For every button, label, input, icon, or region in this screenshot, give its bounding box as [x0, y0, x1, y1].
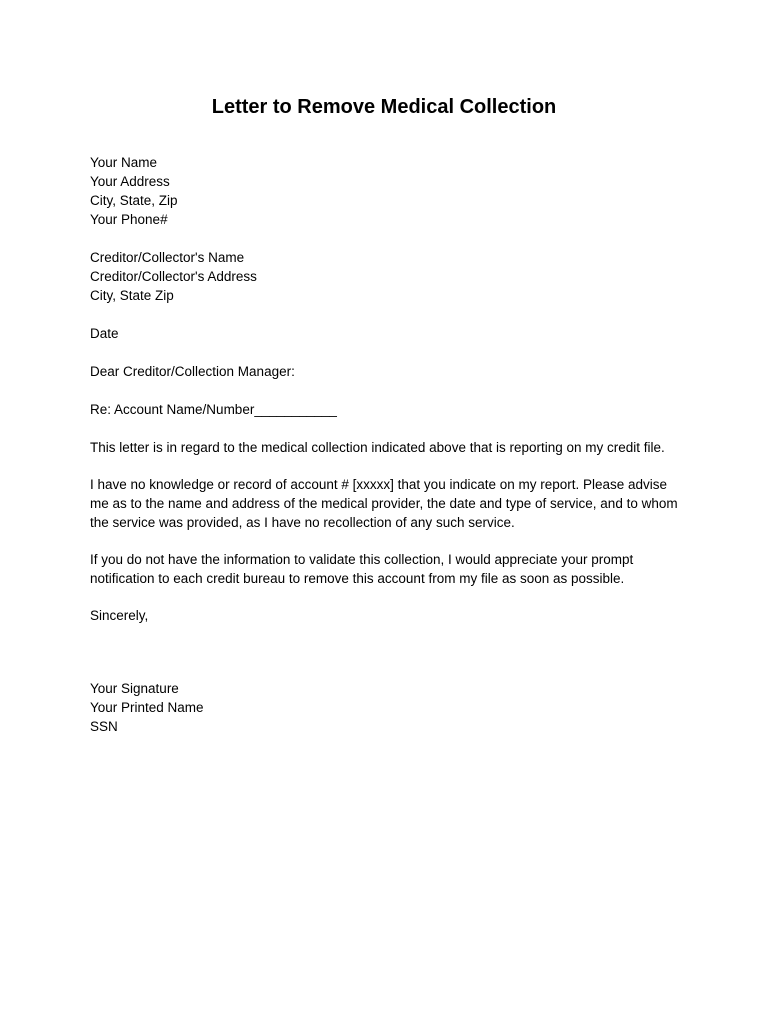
- recipient-city-state-zip: City, State Zip: [90, 288, 174, 303]
- sender-name: Your Name: [90, 155, 158, 170]
- sender-city-state-zip: City, State, Zip: [90, 193, 178, 208]
- letter-body: [90, 153, 680, 736]
- reference-line: Re: Account Name/Number___________: [90, 402, 337, 417]
- reference-block: [90, 400, 680, 419]
- letter-date: Date: [90, 326, 119, 341]
- body-paragraph-1: This letter is in regard to the medical collection indicated above that is reporting on my credit file.: [90, 440, 665, 455]
- sender-block: [90, 153, 680, 229]
- recipient-address: Creditor/Collector's Address: [90, 269, 257, 284]
- recipient-name: Creditor/Collector's Name: [90, 250, 245, 265]
- sender-address: Your Address: [90, 174, 170, 189]
- signature-block: [90, 679, 680, 736]
- signature-line: Your Signature: [90, 681, 179, 696]
- recipient-block: [90, 248, 680, 305]
- body-paragraph-3: If you do not have the information to validate this collection, I would appreciate your prompt notification to each credit bureau to remove this account from my file as soon as possible.: [90, 552, 634, 586]
- body-paragraph-2: I have no knowledge or record of account # [xxxxx] that you indicate on my report. Please advise me as to the name and address of the medical provider, the date and type of service, and to whom the service was provided, as I have no recollection of any such service.: [90, 477, 678, 530]
- date-block: [90, 324, 680, 343]
- closing: Sincerely,: [90, 608, 149, 623]
- page-title: Letter to Remove Medical Collection: [211, 96, 557, 118]
- salutation-block: [90, 362, 680, 381]
- salutation: Dear Creditor/Collection Manager:: [90, 364, 295, 379]
- printed-name: Your Printed Name: [90, 700, 204, 715]
- ssn-line: SSN: [90, 719, 118, 734]
- sender-phone: Your Phone#: [90, 212, 168, 227]
